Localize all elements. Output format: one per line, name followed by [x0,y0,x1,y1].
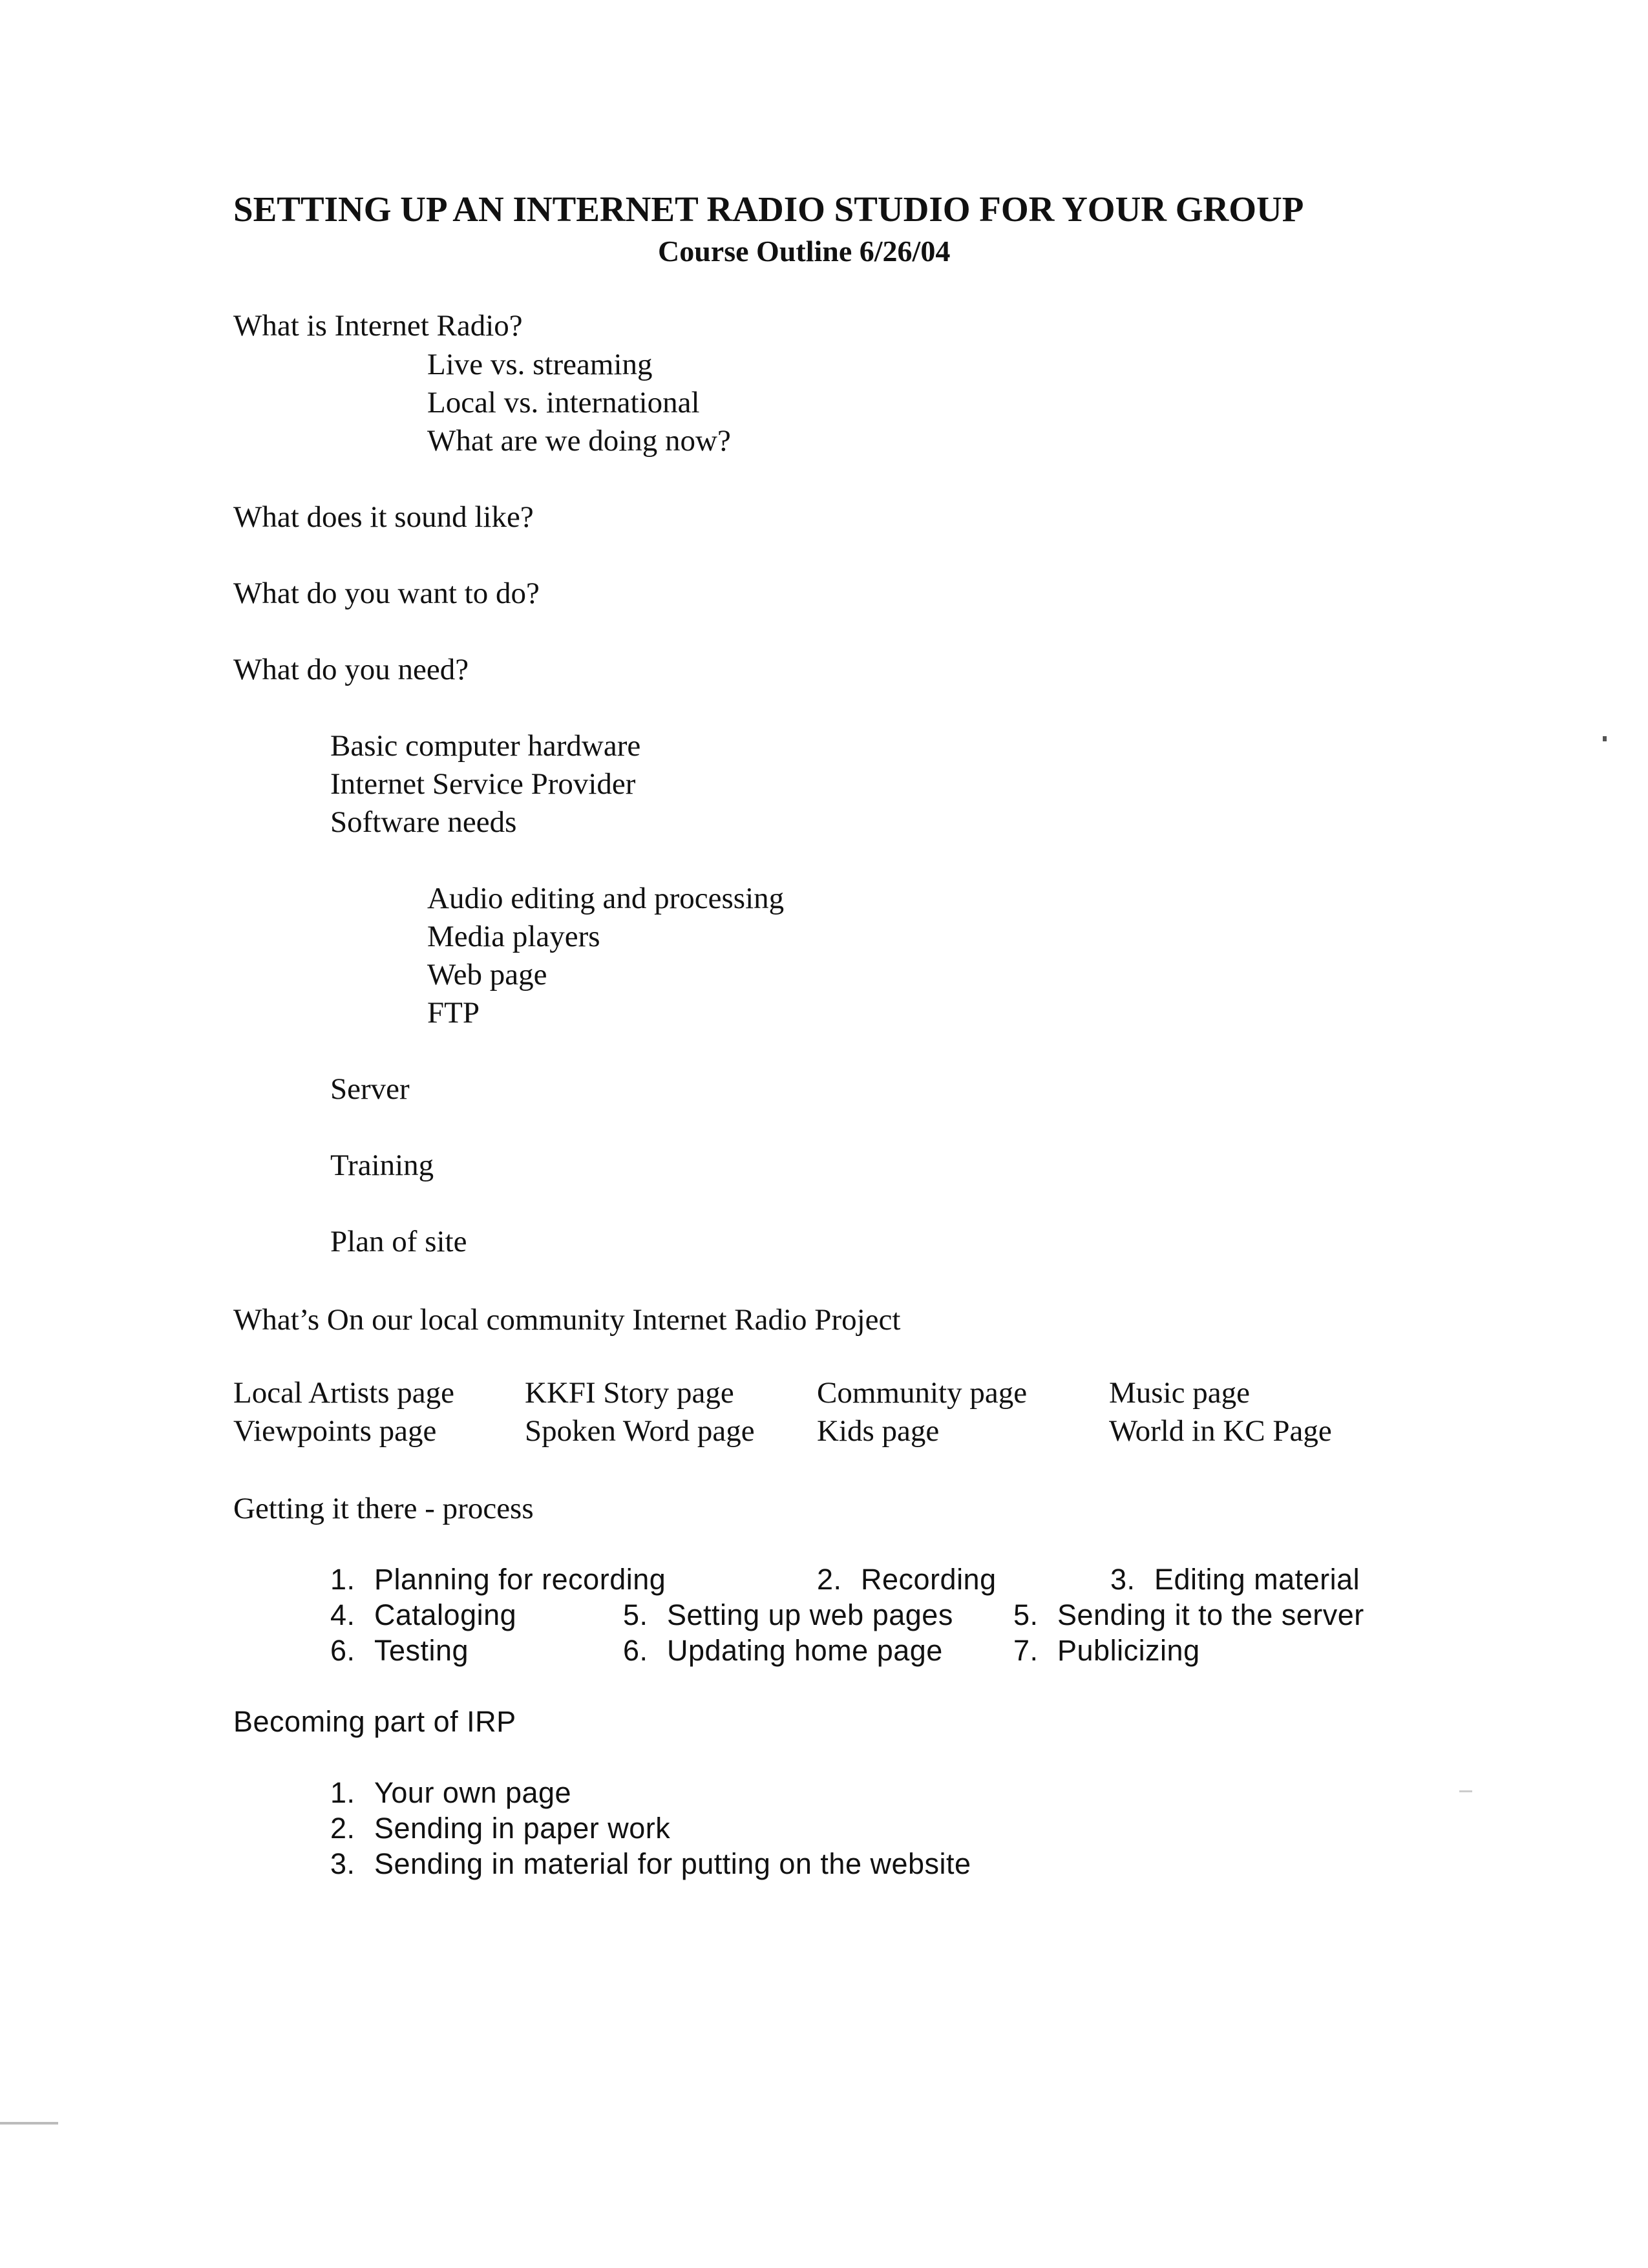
step-number: 4. [330,1598,355,1631]
list-item: Local vs. international [427,386,700,419]
page-list-item: Spoken Word page [525,1414,755,1448]
list-item: Plan of site [330,1225,467,1258]
page-subtitle: Course Outline 6/26/04 [658,235,951,268]
process-step [817,1565,997,1594]
step-number: 2. [817,1563,842,1596]
section-heading-process: Getting it there - process [233,1492,534,1525]
step-number: 2. [330,1812,355,1845]
process-step [1013,1600,1364,1629]
process-step [623,1600,953,1629]
process-step [1110,1565,1360,1594]
section-heading-whats-on: What’s On our local community Internet Radio Project [233,1303,901,1337]
irp-item [330,1778,571,1807]
list-item: Web page [427,958,547,991]
list-item: FTP [427,996,480,1030]
step-number: 5. [623,1598,648,1631]
process-step [623,1636,943,1665]
irp-item [330,1814,670,1843]
list-item: Server [330,1072,410,1106]
list-item: Audio editing and processing [427,882,785,915]
process-step [330,1565,666,1594]
step-text: Setting up web pages [667,1598,953,1631]
scan-edge-mark [0,2122,58,2125]
step-text: Planning for recording [374,1563,666,1596]
page-list-item: Local Artists page [233,1376,454,1410]
scan-speck [1459,1790,1472,1792]
section-heading-what-is: What is Internet Radio? [233,309,523,343]
step-text: Editing material [1154,1563,1360,1596]
section-heading-sound: What does it sound like? [233,500,534,534]
section-heading-irp: Becoming part of IRP [233,1705,516,1738]
list-item: Basic computer hardware [330,729,641,763]
list-item: Training [330,1149,434,1182]
list-item: Software needs [330,805,517,839]
page-list-item: Music page [1109,1376,1250,1410]
step-text: Updating home page [667,1634,943,1667]
step-text: Cataloging [374,1598,517,1631]
list-item: What are we doing now? [427,424,731,458]
step-text: Recording [861,1563,997,1596]
process-step [1013,1636,1200,1665]
page-list-item: Viewpoints page [233,1414,437,1448]
step-number: 6. [330,1634,355,1667]
process-step [330,1636,469,1665]
list-item: Live vs. streaming [427,348,653,381]
step-number: 7. [1013,1634,1039,1667]
step-text: Publicizing [1057,1634,1200,1667]
page-title: SETTING UP AN INTERNET RADIO STUDIO FOR YOUR GROUP [233,189,1304,229]
irp-item [330,1849,971,1878]
section-heading-need: What do you need? [233,653,469,686]
page-list-item: KKFI Story page [525,1376,734,1410]
step-number: 1. [330,1563,355,1596]
step-number: 3. [330,1847,355,1880]
step-number: 5. [1013,1598,1039,1631]
page-list-item: Kids page [817,1414,940,1448]
section-heading-want: What do you want to do? [233,577,540,610]
step-text: Sending it to the server [1057,1598,1364,1631]
scan-speck [1603,736,1607,741]
step-number: 3. [1110,1563,1136,1596]
step-text: Sending in material for putting on the website [374,1847,971,1880]
step-number: 6. [623,1634,648,1667]
page-list-item: World in KC Page [1109,1414,1332,1448]
process-step [330,1600,516,1629]
step-text: Sending in paper work [374,1812,671,1845]
list-item: Internet Service Provider [330,767,636,801]
list-item: Media players [427,920,600,953]
step-text: Your own page [374,1776,572,1809]
page-list-item: Community page [817,1376,1028,1410]
step-number: 1. [330,1776,355,1809]
step-text: Testing [374,1634,469,1667]
